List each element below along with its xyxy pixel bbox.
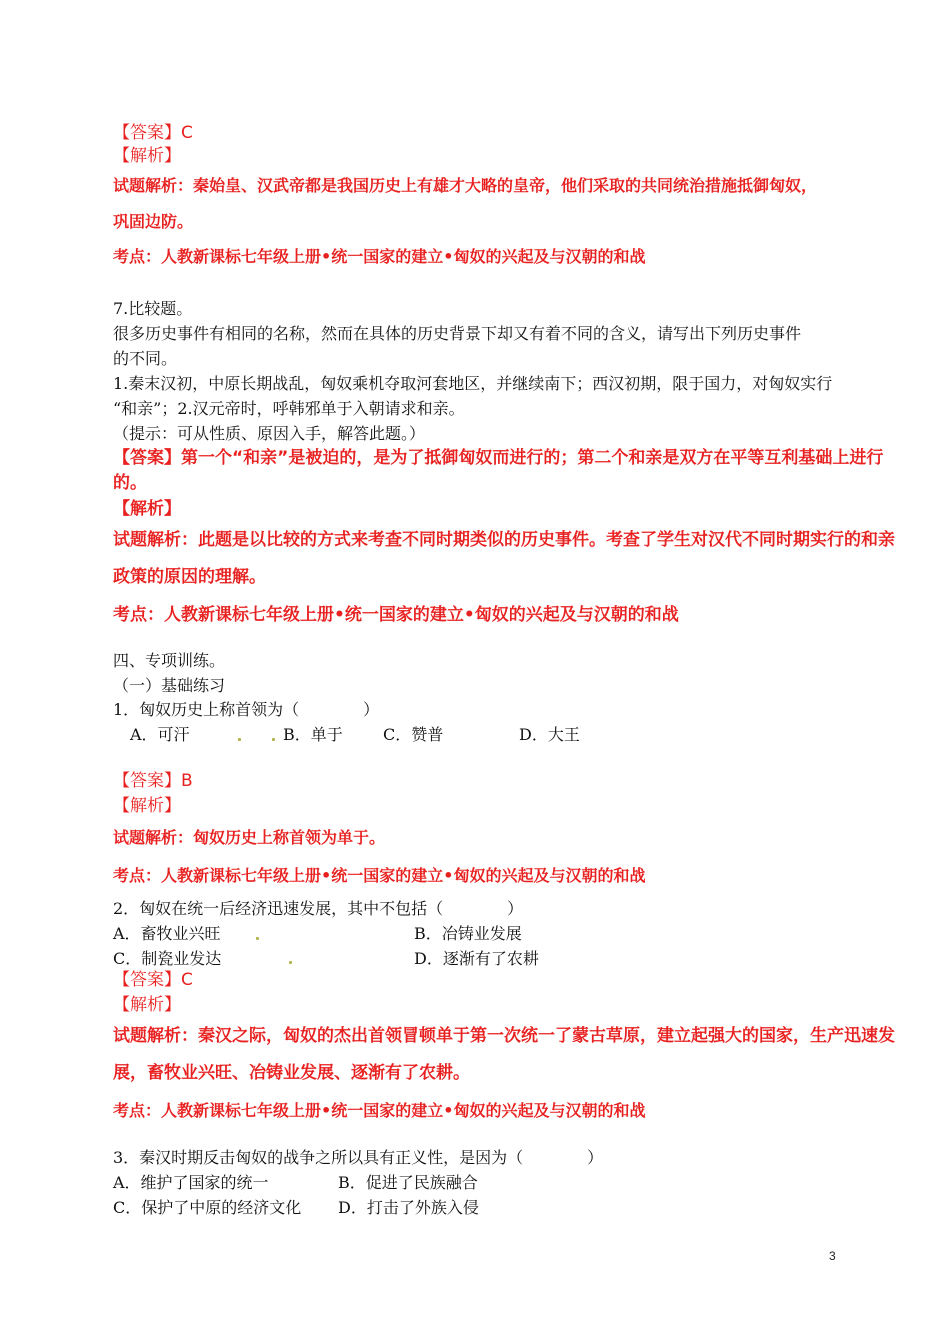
knowledge-point: 考点：人教新课标七年级上册•统一国家的建立•匈奴的兴起及与汉朝的和战 [113,1101,646,1120]
analysis-label: 【解析】 [113,499,181,519]
option-c: C．制瓷业发达 [113,949,222,968]
question-text: 的不同。 [113,349,178,368]
knowledge-point: 考点：人教新课标七年级上册•统一国家的建立•匈奴的兴起及与汉朝的和战 [113,866,646,885]
analysis-text: 政策的原因的理解。 [113,567,266,587]
analysis-label: 【解析】 [113,146,181,166]
option-d: D．逐渐有了农耕 [414,949,539,968]
answer-text: 的。 [113,473,147,493]
question-text: 很多历史事件有相同的名称，然而在具体的历史背景下却又有着不同的含义，请写出下列历史事件 [113,324,802,343]
analysis-text: 巩固边防。 [113,212,194,231]
scan-speck [238,738,241,741]
hint-text: （提示：可从性质、原因入手，解答此题。） [113,424,426,443]
option-a: A．畜牧业兴旺 [113,924,221,943]
subsection-title: （一）基础练习 [113,676,226,695]
analysis-label: 【解析】 [113,995,181,1015]
page-number: 3 [829,1249,836,1263]
scan-speck [256,937,259,940]
question-stem: 2．匈奴在统一后经济迅速发展，其中不包括（ ） [113,899,524,918]
question-text: “和亲”；2.汉元帝时，呼韩邪单于入朝请求和亲。 [113,399,465,418]
answer-label: 【答案】C [113,970,193,990]
option-d: D．大王 [519,725,580,744]
option-c: C．保护了中原的经济文化 [113,1198,302,1217]
scan-speck [289,961,292,964]
question-stem: 1．匈奴历史上称首领为（ ） [113,700,380,719]
answer-text: 【答案】第一个“和亲”是被迫的，是为了抵御匈奴而进行的；第二个和亲是双方在平等互利基础上进行 [113,448,884,468]
question-stem: 3．秦汉时期反击匈奴的战争之所以具有正义性，是因为（ ） [113,1148,604,1167]
analysis-text: 试题解析：秦汉之际，匈奴的杰出首领冒顿单于第一次统一了蒙古草原，建立起强大的国家，生产迅速发 [113,1026,895,1046]
scan-speck [272,738,275,741]
option-b: B．促进了民族融合 [338,1173,478,1192]
option-b: B．冶铸业发展 [414,924,522,943]
option-c: C．赞普 [383,725,444,744]
question-title: 7.比较题。 [113,299,193,318]
analysis-label: 【解析】 [113,796,181,816]
option-a: A．可汗 [130,725,190,744]
option-a: A．维护了国家的统一 [113,1173,269,1192]
knowledge-point: 考点：人教新课标七年级上册•统一国家的建立•匈奴的兴起及与汉朝的和战 [113,605,679,625]
question-text: 1.秦末汉初，中原长期战乱，匈奴乘机夺取河套地区，并继续南下；西汉初期，限于国力，对匈奴实行 [113,374,833,393]
option-d: D．打击了外族入侵 [338,1198,479,1217]
answer-label: 【答案】B [113,771,193,791]
answer-label: 【答案】C [113,123,193,143]
analysis-text: 试题解析：匈奴历史上称首领为单于。 [113,828,386,847]
analysis-text: 展，畜牧业兴旺、冶铸业发展、逐渐有了农耕。 [113,1063,470,1083]
analysis-text: 试题解析：秦始皇、汉武帝都是我国历史上有雄才大略的皇帝，他们采取的共同统治措施抵御匈奴， [113,176,818,195]
analysis-text: 试题解析：此题是以比较的方式来考查不同时期类似的历史事件。考查了学生对汉代不同时期实行的和亲 [113,530,895,550]
section-title: 四、专项训练。 [113,651,226,670]
option-b: B．单于 [283,725,343,744]
knowledge-point: 考点：人教新课标七年级上册•统一国家的建立•匈奴的兴起及与汉朝的和战 [113,247,646,266]
